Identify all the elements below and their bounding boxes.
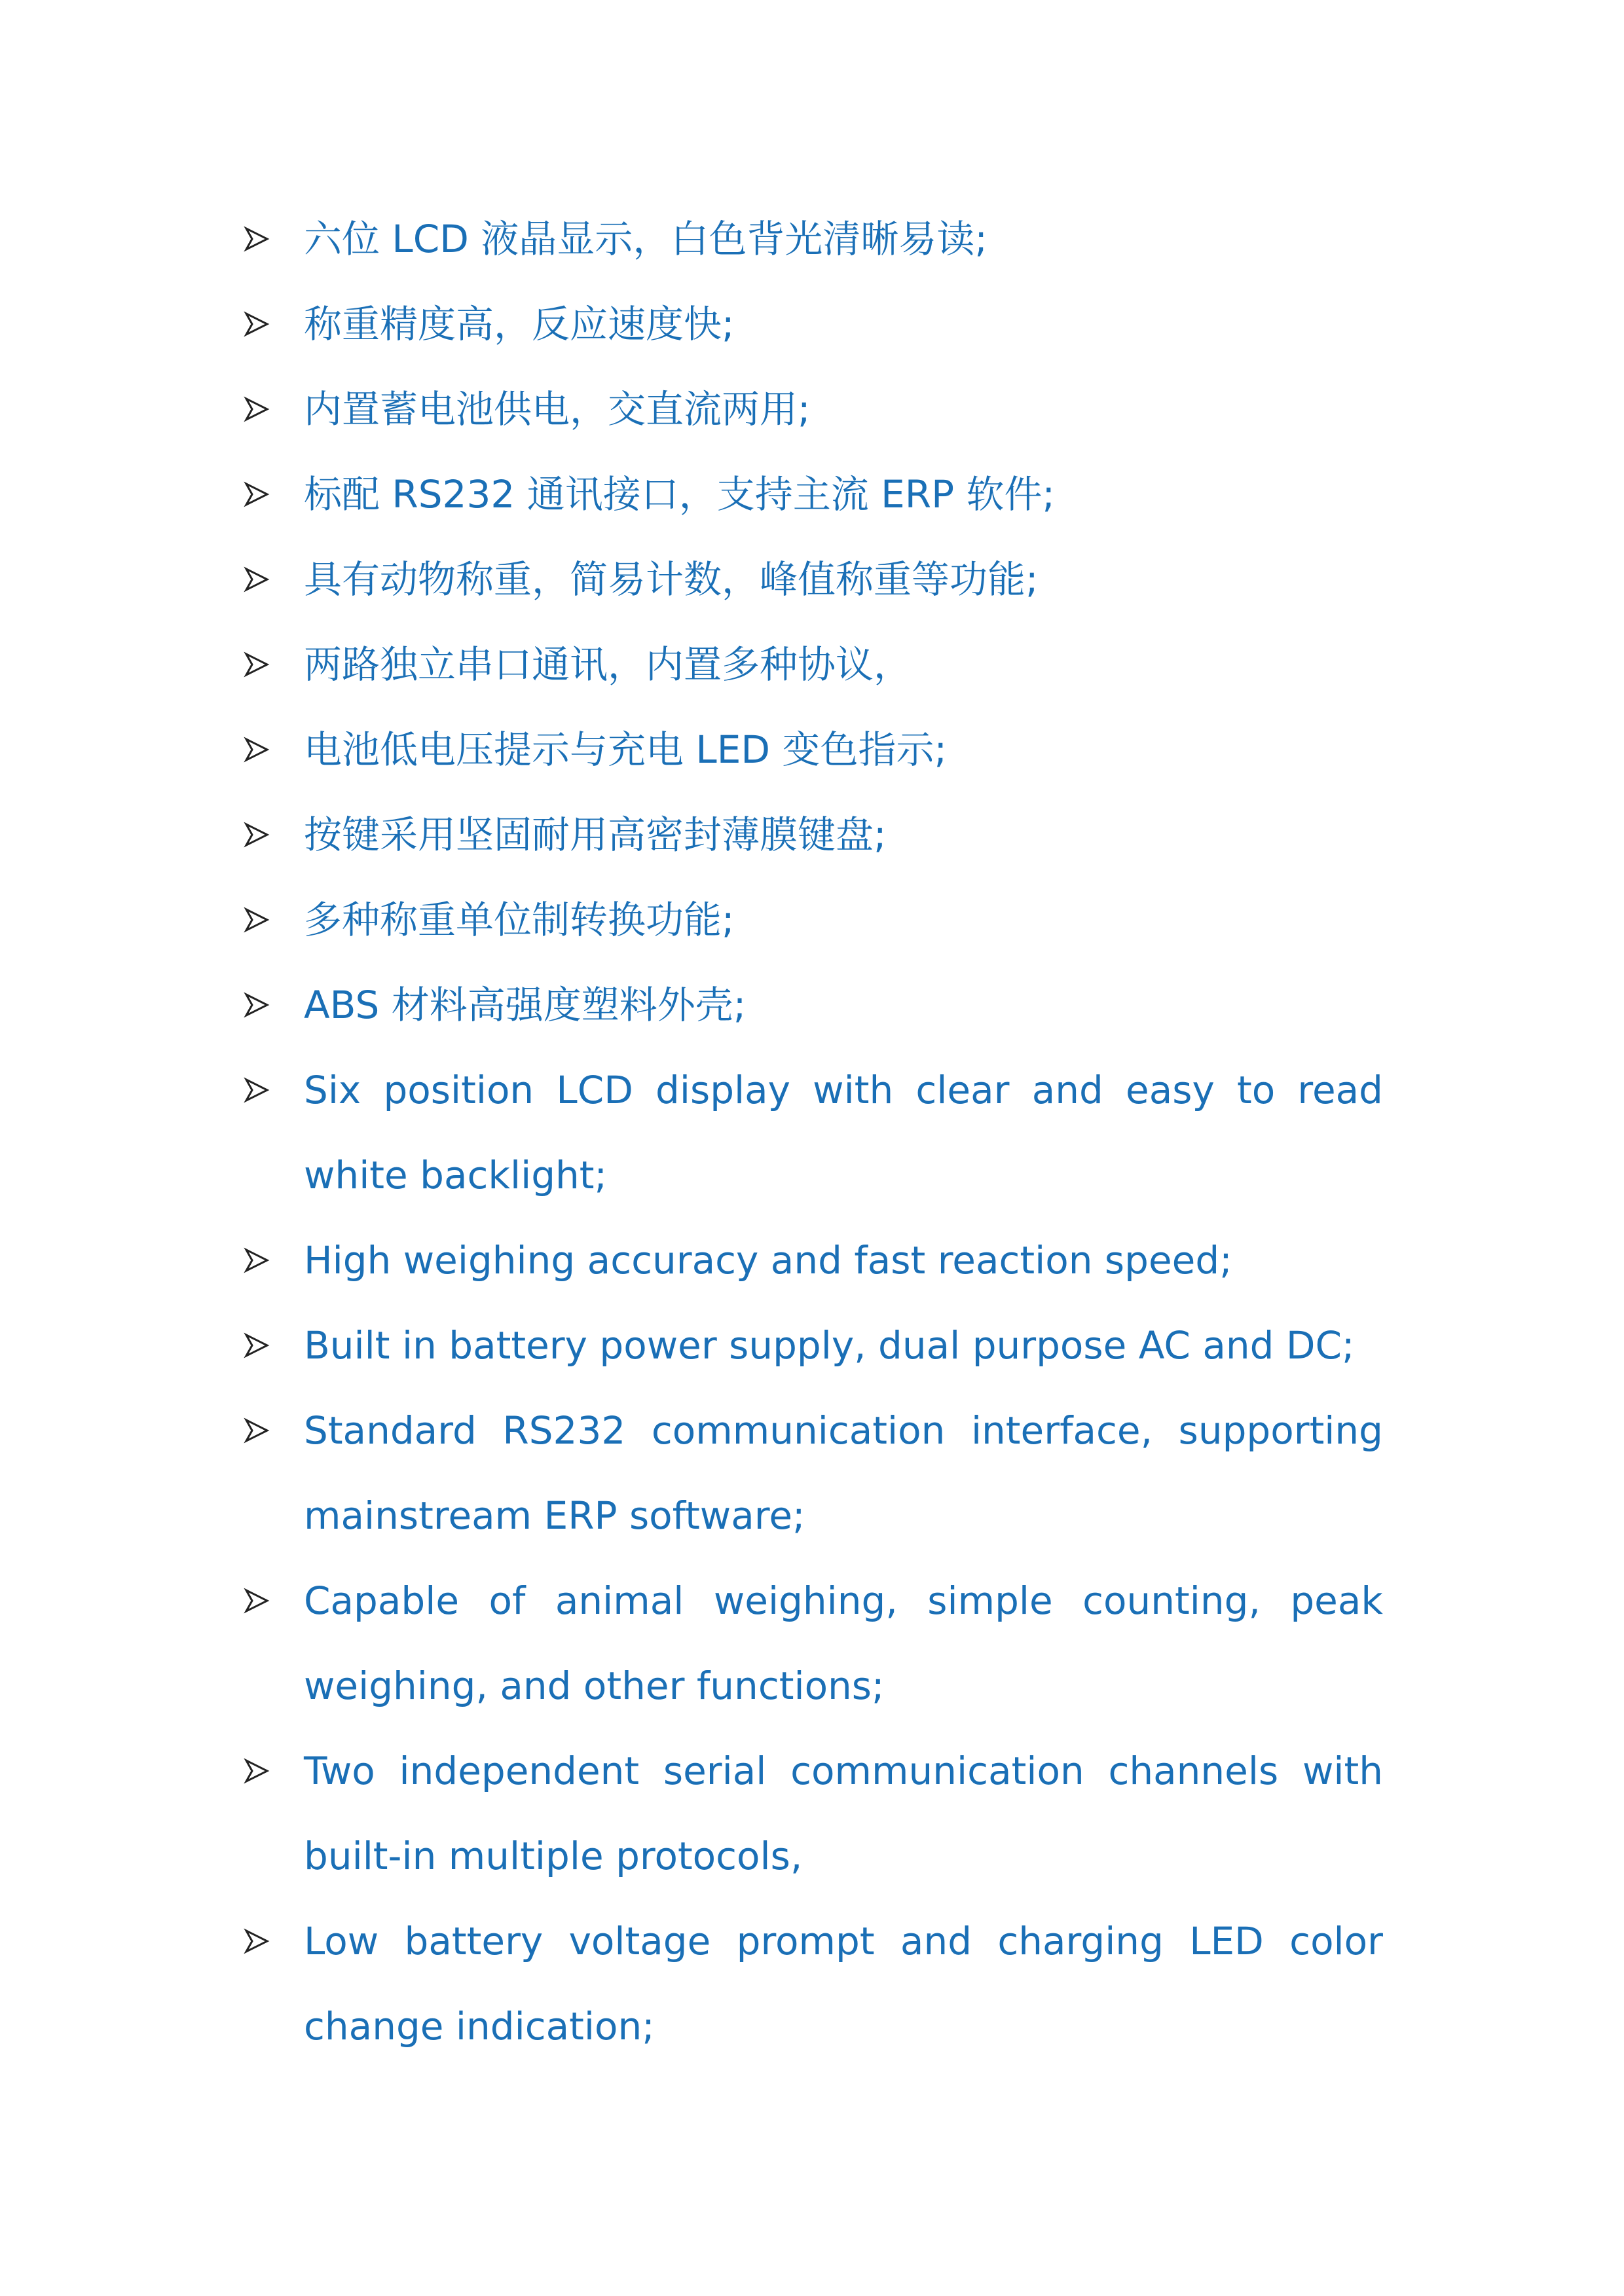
list-item-text: High weighing accuracy and fast reaction speed; xyxy=(304,1238,1232,1283)
arrowhead-bullet-icon xyxy=(244,537,283,622)
list-item xyxy=(244,1558,1383,1728)
arrowhead-bullet-icon xyxy=(244,877,283,962)
arrowhead-bullet-icon xyxy=(244,1303,283,1388)
list-item xyxy=(244,622,1383,707)
list-item xyxy=(244,1048,1383,1218)
arrowhead-bullet-icon xyxy=(244,962,283,1048)
list-item-text: Built in battery power supply, dual purpose AC and DC; xyxy=(304,1323,1355,1368)
list-item-text: Standard RS232 communication interface, supporting mainstream ERP software; xyxy=(304,1408,1383,1538)
list-item-text: 六位 LCD 液晶显示，白色背光清晰易读; xyxy=(304,217,987,261)
arrowhead-bullet-icon xyxy=(244,792,283,877)
list-item-text: 内置蓄电池供电，交直流两用; xyxy=(304,387,811,431)
list-item-text: Two independent serial communication channels with built-in multiple protocols, xyxy=(304,1749,1383,1878)
list-item xyxy=(244,1728,1383,1899)
list-item-text: 两路独立串口通讯，内置多种协议， xyxy=(304,642,912,687)
list-item xyxy=(244,707,1383,792)
list-item-text: ABS 材料高强度塑料外壳; xyxy=(304,983,747,1027)
arrowhead-bullet-icon xyxy=(244,452,283,537)
arrowhead-bullet-icon xyxy=(244,282,283,367)
list-item-text: 多种称重单位制转换功能; xyxy=(304,898,735,942)
list-item-text: Capable of animal weighing, simple counting, peak weighing, and other functions; xyxy=(304,1578,1383,1708)
list-item-text: 按键采用坚固耐用高密封薄膜键盘; xyxy=(304,812,887,857)
list-item xyxy=(244,537,1383,622)
arrowhead-bullet-icon xyxy=(244,1728,283,1813)
arrowhead-bullet-icon xyxy=(244,367,283,452)
list-item-text: 具有动物称重，简易计数，峰值称重等功能; xyxy=(304,557,1039,602)
arrowhead-bullet-icon xyxy=(244,196,283,282)
arrowhead-bullet-icon xyxy=(244,1048,283,1133)
arrowhead-bullet-icon xyxy=(244,707,283,792)
list-item xyxy=(244,1303,1383,1388)
list-item xyxy=(244,367,1383,452)
arrowhead-bullet-icon xyxy=(244,1218,283,1303)
list-item xyxy=(244,962,1383,1048)
list-item-text: 电池低电压提示与充电 LED 变色指示; xyxy=(304,727,948,772)
list-item xyxy=(244,1899,1383,2069)
arrowhead-bullet-icon xyxy=(244,622,283,707)
list-item xyxy=(244,877,1383,962)
list-item-text: 称重精度高，反应速度快; xyxy=(304,302,735,346)
feature-list xyxy=(244,196,1383,2069)
list-item xyxy=(244,282,1383,367)
list-item xyxy=(244,792,1383,877)
arrowhead-bullet-icon xyxy=(244,1899,283,1984)
arrowhead-bullet-icon xyxy=(244,1388,283,1473)
list-item-text: 标配 RS232 通讯接口，支持主流 ERP 软件; xyxy=(304,472,1056,517)
arrowhead-bullet-icon xyxy=(244,1558,283,1643)
list-item xyxy=(244,1388,1383,1558)
list-item xyxy=(244,196,1383,282)
list-item-text: Low battery voltage prompt and charging LED color change indication; xyxy=(304,1919,1383,2049)
list-item-text: Six position LCD display with clear and easy to read white backlight; xyxy=(304,1068,1383,1197)
list-item xyxy=(244,1218,1383,1303)
list-item xyxy=(244,452,1383,537)
